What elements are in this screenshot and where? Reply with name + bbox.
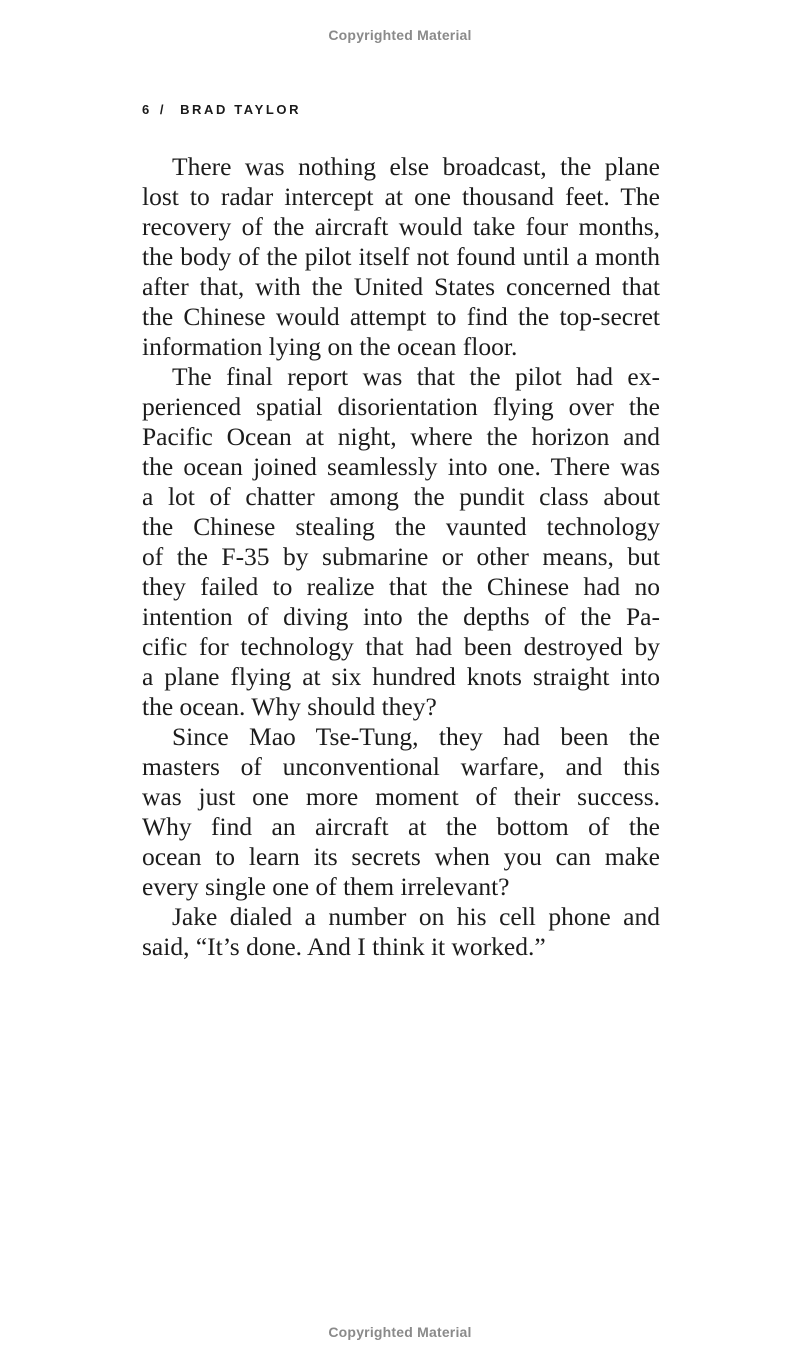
text-line: a plane flying at six hundred knots straight into <box>142 662 660 691</box>
text-line: Since Mao Tse-Tung, they had been the <box>172 722 660 751</box>
text-line: cific for technology that had been destroyed by <box>142 632 660 661</box>
text-line: Jake dialed a number on his cell phone and <box>172 902 660 931</box>
text-line: every single one of them irrelevant? <box>142 872 510 901</box>
text-line: ocean to learn its secrets when you can make <box>142 842 660 871</box>
text-line: the Chinese would attempt to find the top-secret <box>142 302 660 331</box>
text-line: of the F-35 by submarine or other means, but <box>142 542 660 571</box>
text-line: the ocean. Why should they? <box>142 692 437 721</box>
author-name: BRAD TAYLOR <box>180 102 302 117</box>
text-line: was just one more moment of their success. <box>142 782 660 811</box>
text-line: Pacific Ocean at night, where the horizon and <box>142 422 660 451</box>
text-line: lost to radar intercept at one thousand feet. The <box>142 182 660 211</box>
paragraph-2 <box>142 362 660 722</box>
text-line: said, “It’s done. And I think it worked.” <box>142 932 546 961</box>
text-line: masters of unconventional warfare, and this <box>142 752 660 781</box>
copyright-watermark-top: Copyrighted Material <box>328 27 472 43</box>
running-head-separator: / <box>159 102 167 117</box>
body-text <box>142 152 660 962</box>
text-line: they failed to realize that the Chinese had no <box>142 572 660 601</box>
paragraph-4 <box>142 902 660 962</box>
copyright-watermark-bottom: Copyrighted Material <box>328 1324 472 1340</box>
paragraph-3 <box>142 722 660 902</box>
text-line: The final report was that the pilot had ex- <box>172 362 660 391</box>
page-number: 6 <box>142 102 152 117</box>
text-line: after that, with the United States concerned that <box>142 272 660 301</box>
text-line: Why find an aircraft at the bottom of the <box>142 812 660 841</box>
text-line: intention of diving into the depths of the Pa- <box>142 602 660 631</box>
text-line: the Chinese stealing the vaunted technology <box>142 512 660 541</box>
text-line: the body of the pilot itself not found until a month <box>142 242 660 271</box>
text-line: the ocean joined seamlessly into one. There was <box>142 452 660 481</box>
text-line: a lot of chatter among the pundit class about <box>142 482 660 511</box>
text-line: recovery of the aircraft would take four months, <box>142 212 660 241</box>
text-line: information lying on the ocean floor. <box>142 332 518 361</box>
text-line: perienced spatial disorientation flying over the <box>142 392 660 421</box>
running-head <box>142 102 301 117</box>
paragraph-1 <box>142 152 660 362</box>
text-line: There was nothing else broadcast, the plane <box>172 152 660 181</box>
